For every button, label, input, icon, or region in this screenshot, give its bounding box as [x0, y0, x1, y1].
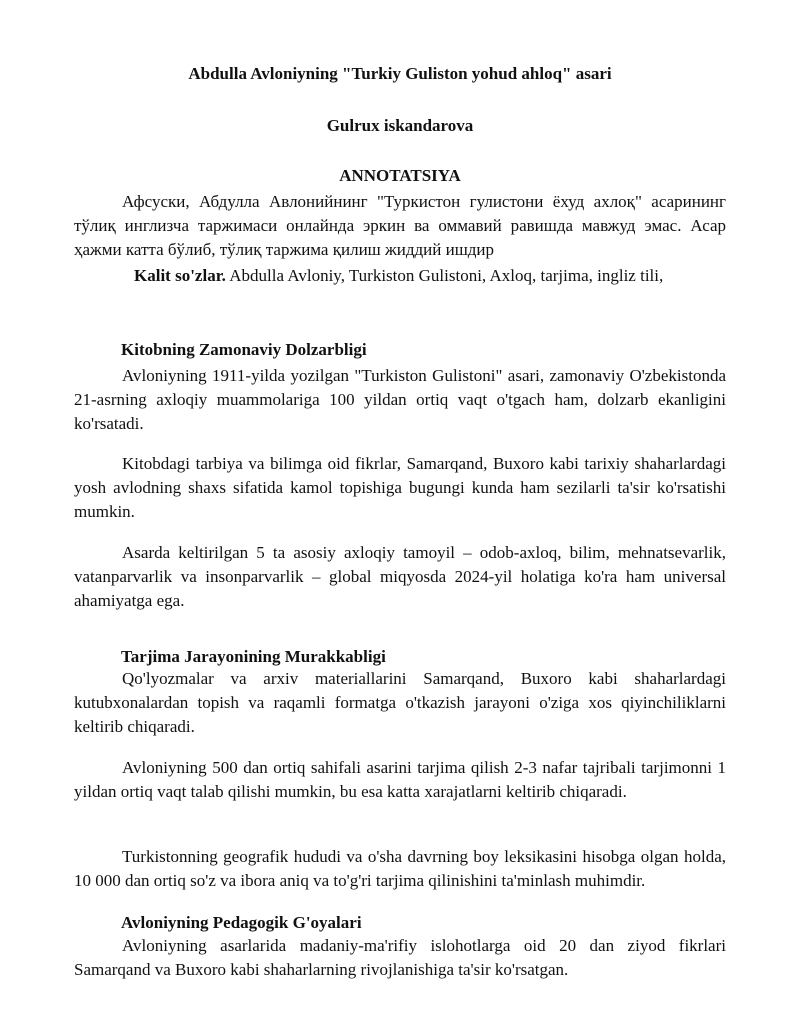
document-title: Abdulla Avloniyning "Turkiy Guliston yohud ahloq" asari	[188, 64, 612, 83]
annotation-text: Афсуски, Абдулла Авлонийнинг "Туркистон гулистони ёхуд ахлоқ" асарининг тўлиқ инглизча таржимаси онлайнда эркин ва оммавий равишда мавжуд эмас. Асар ҳажми катта бўлиб, тўлиқ таржима қилиш жиддий ишдир	[74, 192, 726, 259]
paragraph: Avloniyning 1911-yilda yozilgan "Turkiston Gulistoni" asari, zamonaviy O'zbekistonda 21-asrning axloqiy muammolariga 100 yildan ortiq vaqt o'tgach ham, dolzarb ekanligini ko'rsatadi.	[74, 366, 726, 433]
paragraph: Asarda keltirilgan 5 ta asosiy axloqiy tamoyil – odob-axloq, bilim, mehnatsevarlik, vatanparvarlik va insonparvarlik – global miqyosda 2024-yil holatiga ko'ra ham universal ahamiyatga ega.	[74, 543, 726, 610]
paragraph: Turkistonning geografik hududi va o'sha davrning boy leksikasini hisobga olgan holda, 10 000 dan ortiq so'z va ibora aniq va to'g'ri tarjima qilinishini ta'minlash muhimdir.	[74, 847, 726, 890]
section-heading: Tarjima Jarayonining Murakkabligi	[121, 647, 386, 666]
paragraph: Kitobdagi tarbiya va bilimga oid fikrlar, Samarqand, Buxoro kabi tarixiy shaharlardagi yosh avlodning shaxs sifatida kamol topishiga bugungi kunda ham sezilarli ta'sir ko'rsatishi mumkin.	[74, 454, 726, 521]
paragraph: Avloniyning asarlarida madaniy-ma'rifiy islohotlarga oid 20 dan ziyod fikrlari Samarqand va Buxoro kabi shaharlarning rivojlanishiga ta'sir ko'rsatgan.	[74, 936, 726, 979]
keywords-text: Abdulla Avloniy, Turkiston Gulistoni, Axloq, tarjima, ingliz tili,	[225, 266, 664, 285]
paragraph: Qo'lyozmalar va arxiv materiallarini Samarqand, Buxoro kabi shaharlardagi kutubxonalardan topish va raqamli formatga o'tkazish jarayoni o'ziga xos qiyinchiliklarni keltirib chiqaradi.	[74, 669, 726, 736]
annotation-heading: ANNOTATSIYA	[339, 166, 461, 185]
keywords-label: Kalit so'zlar.	[134, 266, 226, 285]
keywords-line	[74, 264, 726, 288]
section-heading: Kitobning Zamonaviy Dolzarbligi	[121, 340, 367, 359]
author-name: Gulrux iskandarova	[326, 116, 474, 135]
section-heading: Avloniyning Pedagogik G'oyalari	[121, 913, 362, 932]
paragraph: Avloniyning 500 dan ortiq sahifali asarini tarjima qilish 2-3 nafar tajribali tarjimonni 1 yildan ortiq vaqt talab qilishi mumkin, bu esa katta xarajatlarni keltirib chiqaradi.	[74, 758, 726, 801]
